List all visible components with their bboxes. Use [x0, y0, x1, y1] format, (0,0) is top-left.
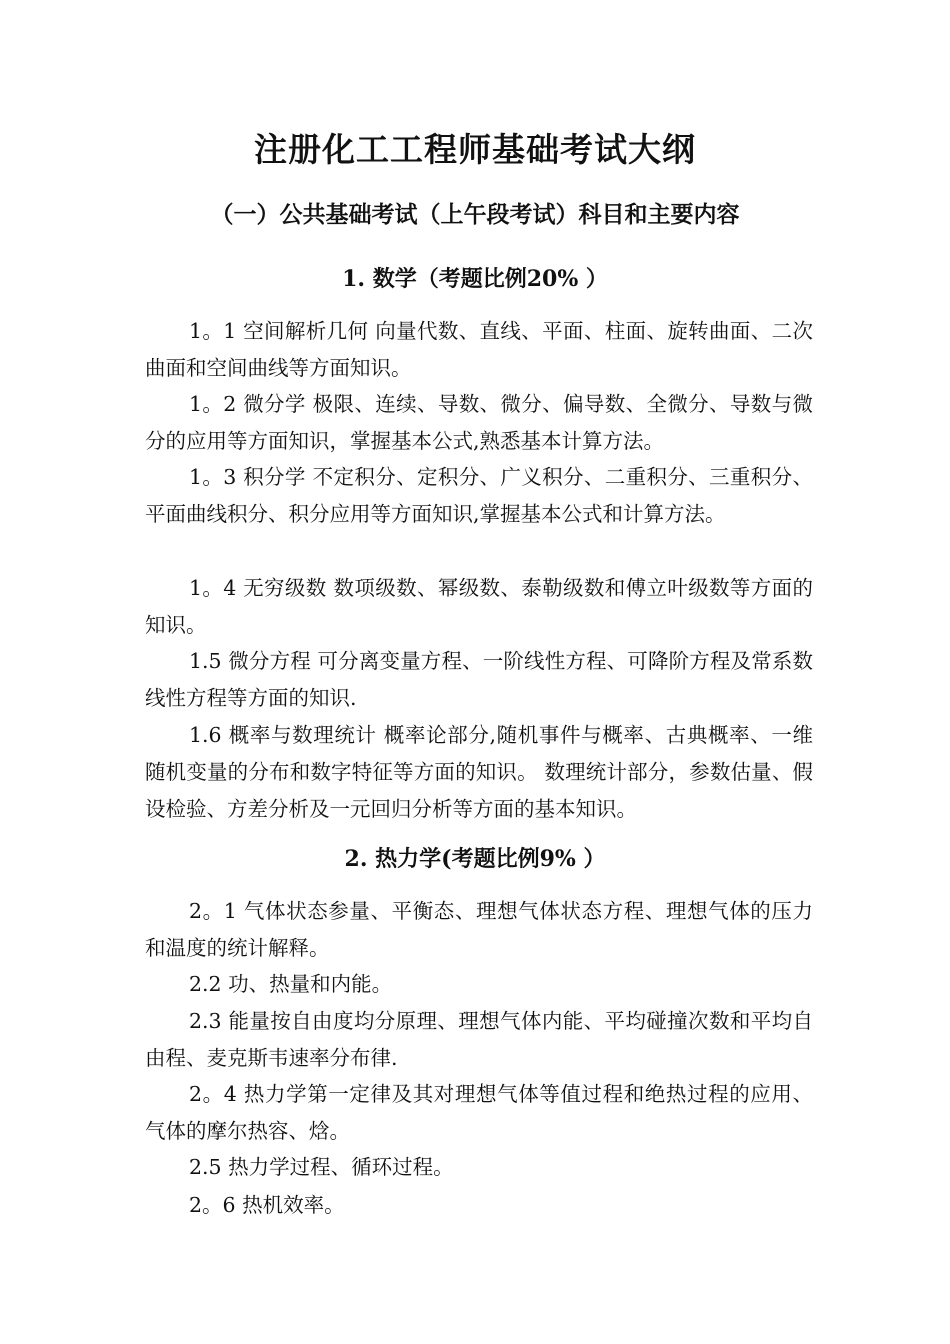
thermo-item-2-5: 2.5 热力学过程、循环过程。 — [189, 1155, 454, 1179]
thermo-item-2-6: 2。6 热机效率。 — [189, 1193, 345, 1217]
thermo-item-2-1: 2。1 气体状态参量、平衡态、理想气体状态方程、理想气体的压力和温度的统计解释。 — [145, 899, 813, 960]
math-item-1-4: 1。4 无穷级数 数项级数、幂级数、泰勒级数和傅立叶级数等方面的知识。 — [145, 576, 813, 637]
thermo-item-2-4: 2。4 热力学第一定律及其对理想气体等值过程和绝热过程的应用、气体的摩尔热容、焓。 — [145, 1082, 813, 1143]
section-heading-thermodynamics: 2. 热力学(考题比例9% ） — [344, 846, 606, 872]
math-item-1-3: 1。3 积分学 不定积分、定积分、广义积分、二重积分、三重积分、平面曲线积分、积分应用等方面知识,掌握基本公式和计算方法。 — [145, 465, 813, 526]
section-heading-math: 1. 数学（考题比例20% ） — [342, 266, 608, 292]
math-item-1-6: 1.6 概率与数理统计 概率论部分,随机事件与概率、古典概率、一维随机变量的分布和数字特征等方面的知识。 数理统计部分，参数估量、假设检验、方差分析及一元回归分析等方面的基本知识。 — [145, 723, 813, 821]
math-item-1-1: 1。1 空间解析几何 向量代数、直线、平面、柱面、旋转曲面、二次曲面和空间曲线等方面知识。 — [145, 319, 813, 380]
math-item-1-5: 1.5 微分方程 可分离变量方程、一阶线性方程、可降阶方程及常系数线性方程等方面的知识. — [145, 649, 813, 710]
math-item-1-2: 1。2 微分学 极限、连续、导数、微分、偏导数、全微分、导数与微分的应用等方面知识，掌握基本公式,熟悉基本计算方法。 — [145, 392, 813, 453]
thermo-item-2-3: 2.3 能量按自由度均分原理、理想气体内能、平均碰撞次数和平均自由程、麦克斯韦速率分布律. — [145, 1009, 813, 1070]
document-title: 注册化工工程师基础考试大纲 — [254, 130, 696, 169]
document-subtitle: （一）公共基础考试（上午段考试）科目和主要内容 — [210, 202, 740, 228]
thermo-item-2-2: 2.2 功、热量和内能。 — [189, 972, 393, 996]
